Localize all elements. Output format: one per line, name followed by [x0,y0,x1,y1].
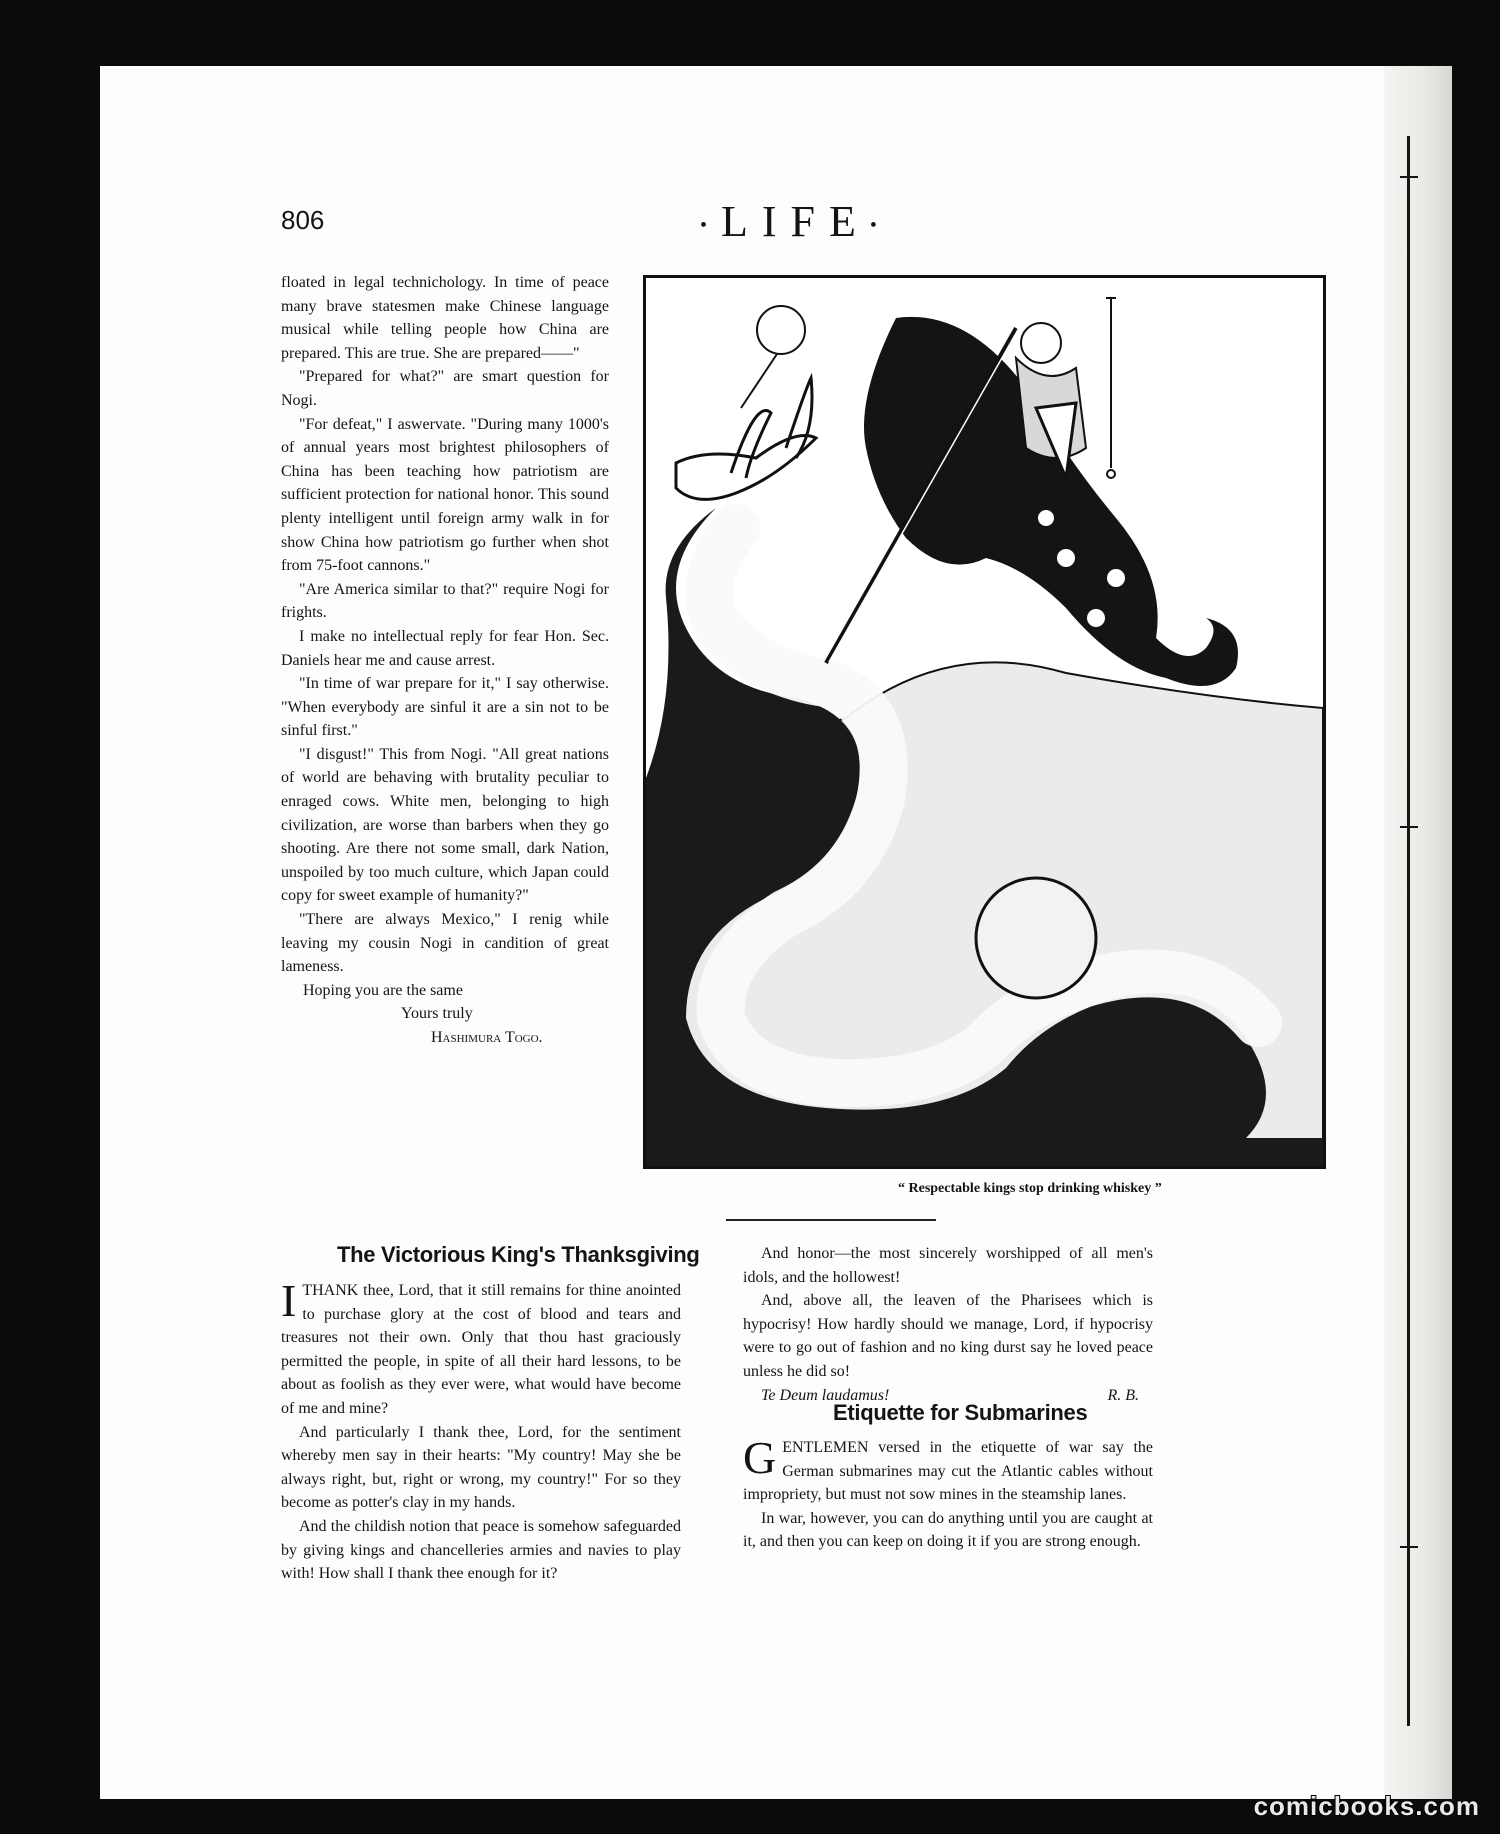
thanksgiving-paragraph: And, above all, the leaven of the Pharisees which is hypocrisy! How hardly should we manage, Lord, if hypocrisy were to go out of fashion and no king durst say he loved peace unless he did so! [743,1292,1153,1380]
magazine-page [100,66,1452,1799]
submarines-title: Etiquette for Submarines [833,1400,1088,1425]
letter-valediction: Yours truly [401,1005,473,1023]
letter-closing: Hoping you are the same [303,981,463,999]
gutter-tick [1400,826,1418,828]
submarines-dropcap: G [743,1432,777,1483]
thanksgiving-paragraph: And the childish notion that peace is somehow safeguarded by giving kings and chancelleries armies and navies to play with! How shall I thank thee enough for it? [281,1517,681,1583]
letter-paragraph: "In time of war prepare for it," I say otherwise. "When everybody are sinful it are a sin not to be sinful first." [281,675,609,740]
thanksgiving-initials: R. B. [1107,1386,1139,1404]
letter-paragraph: "Are America similar to that?" require Nogi for frights. [281,580,609,622]
submarines-column [743,1432,1153,1554]
thanksgiving-left-column [281,1275,681,1586]
page-gutter [1384,66,1452,1799]
letter-paragraph: "For defeat," I aswervate. "During many 1000's of annual years most brightest philosophers of China has been teaching how patriotism are sufficient protection for national honor. This sound plenty intelligent until foreign army walk in for show China how patriotism go further when shot from 75-foot cannons." [281,415,609,575]
section-divider [726,1219,936,1221]
letter-paragraph: "There are always Mexico," I renig while leaving my cousin Nogi in candition of great lameness. [281,911,609,976]
thanksgiving-paragraph: And particularly I thank thee, Lord, for the sentiment whereby men say in their hearts: "My country! May she be always right, but, right or wrong, my country!" For so they become as potter's clay in my hands. [281,1423,681,1512]
knight-dragon-drawing [646,278,1323,1166]
illustration-caption: “ Respectable kings stop drinking whiskey ” [898,1181,1162,1196]
togo-letter [281,271,609,1050]
submarines-paragraph: ENTLEMEN versed in the etiquette of war say the German submarines may cut the Atlantic cables without impropriety, but must not sow mines in the steamship lanes. [743,1439,1153,1504]
thanksgiving-paragraph: And honor—the most sincerely worshipped of all men's idols, and the hollowest! [743,1245,1153,1286]
gutter-line [1407,136,1410,1726]
cartoon-illustration [643,275,1326,1169]
site-watermark: comicbooks.com [1253,1791,1480,1821]
thanksgiving-right-column [743,1242,1153,1407]
gutter-tick [1400,1546,1418,1548]
submarines-paragraph: In war, however, you can do anything until you are caught at it, and then you can keep on doing it if you are strong enough. [743,1509,1153,1551]
letter-paragraph: I make no intellectual reply for fear Hon. Sec. Daniels hear me and cause arrest. [281,627,609,669]
letter-paragraph: "Prepared for what?" are smart question for Nogi. [281,368,609,409]
thanksgiving-title: The Victorious King's Thanksgiving [337,1242,700,1267]
te-deum-line: Te Deum laudamus! [761,1386,890,1404]
letter-paragraph: floated in legal technichology. In time of peace many brave statesmen make Chinese language musical while telling people how China are prepared. This are true. She are prepared——" [281,274,609,362]
thanksgiving-dropcap: I [281,1275,297,1326]
letter-paragraph: "I disgust!" This from Nogi. "All great nations of world are behaving with brutality peculiar to enraged cows. White men, belonging to high civilization, are worse than barbers when they go shooting. Are there not some small, dark Nation, unspoiled by too much culture, which Japan could copy for sweet example of humanity?" [281,745,609,905]
gutter-tick [1400,176,1418,178]
masthead-title: LIFE [721,197,870,246]
letter-signature: Hashimura Togo. [431,1029,543,1046]
masthead: •LIFE• [700,197,891,246]
thanksgiving-paragraph: THANK thee, Lord, that it still remains for thine anointed to purchase glory at the cost of blood and tears and treasures not their own. Only that thou hast graciously permitted the people, in spite of all their hard lessons, to be about as foolish as they ever were, what would have become of me and mine? [281,1282,681,1417]
page-number: 806 [281,205,325,235]
